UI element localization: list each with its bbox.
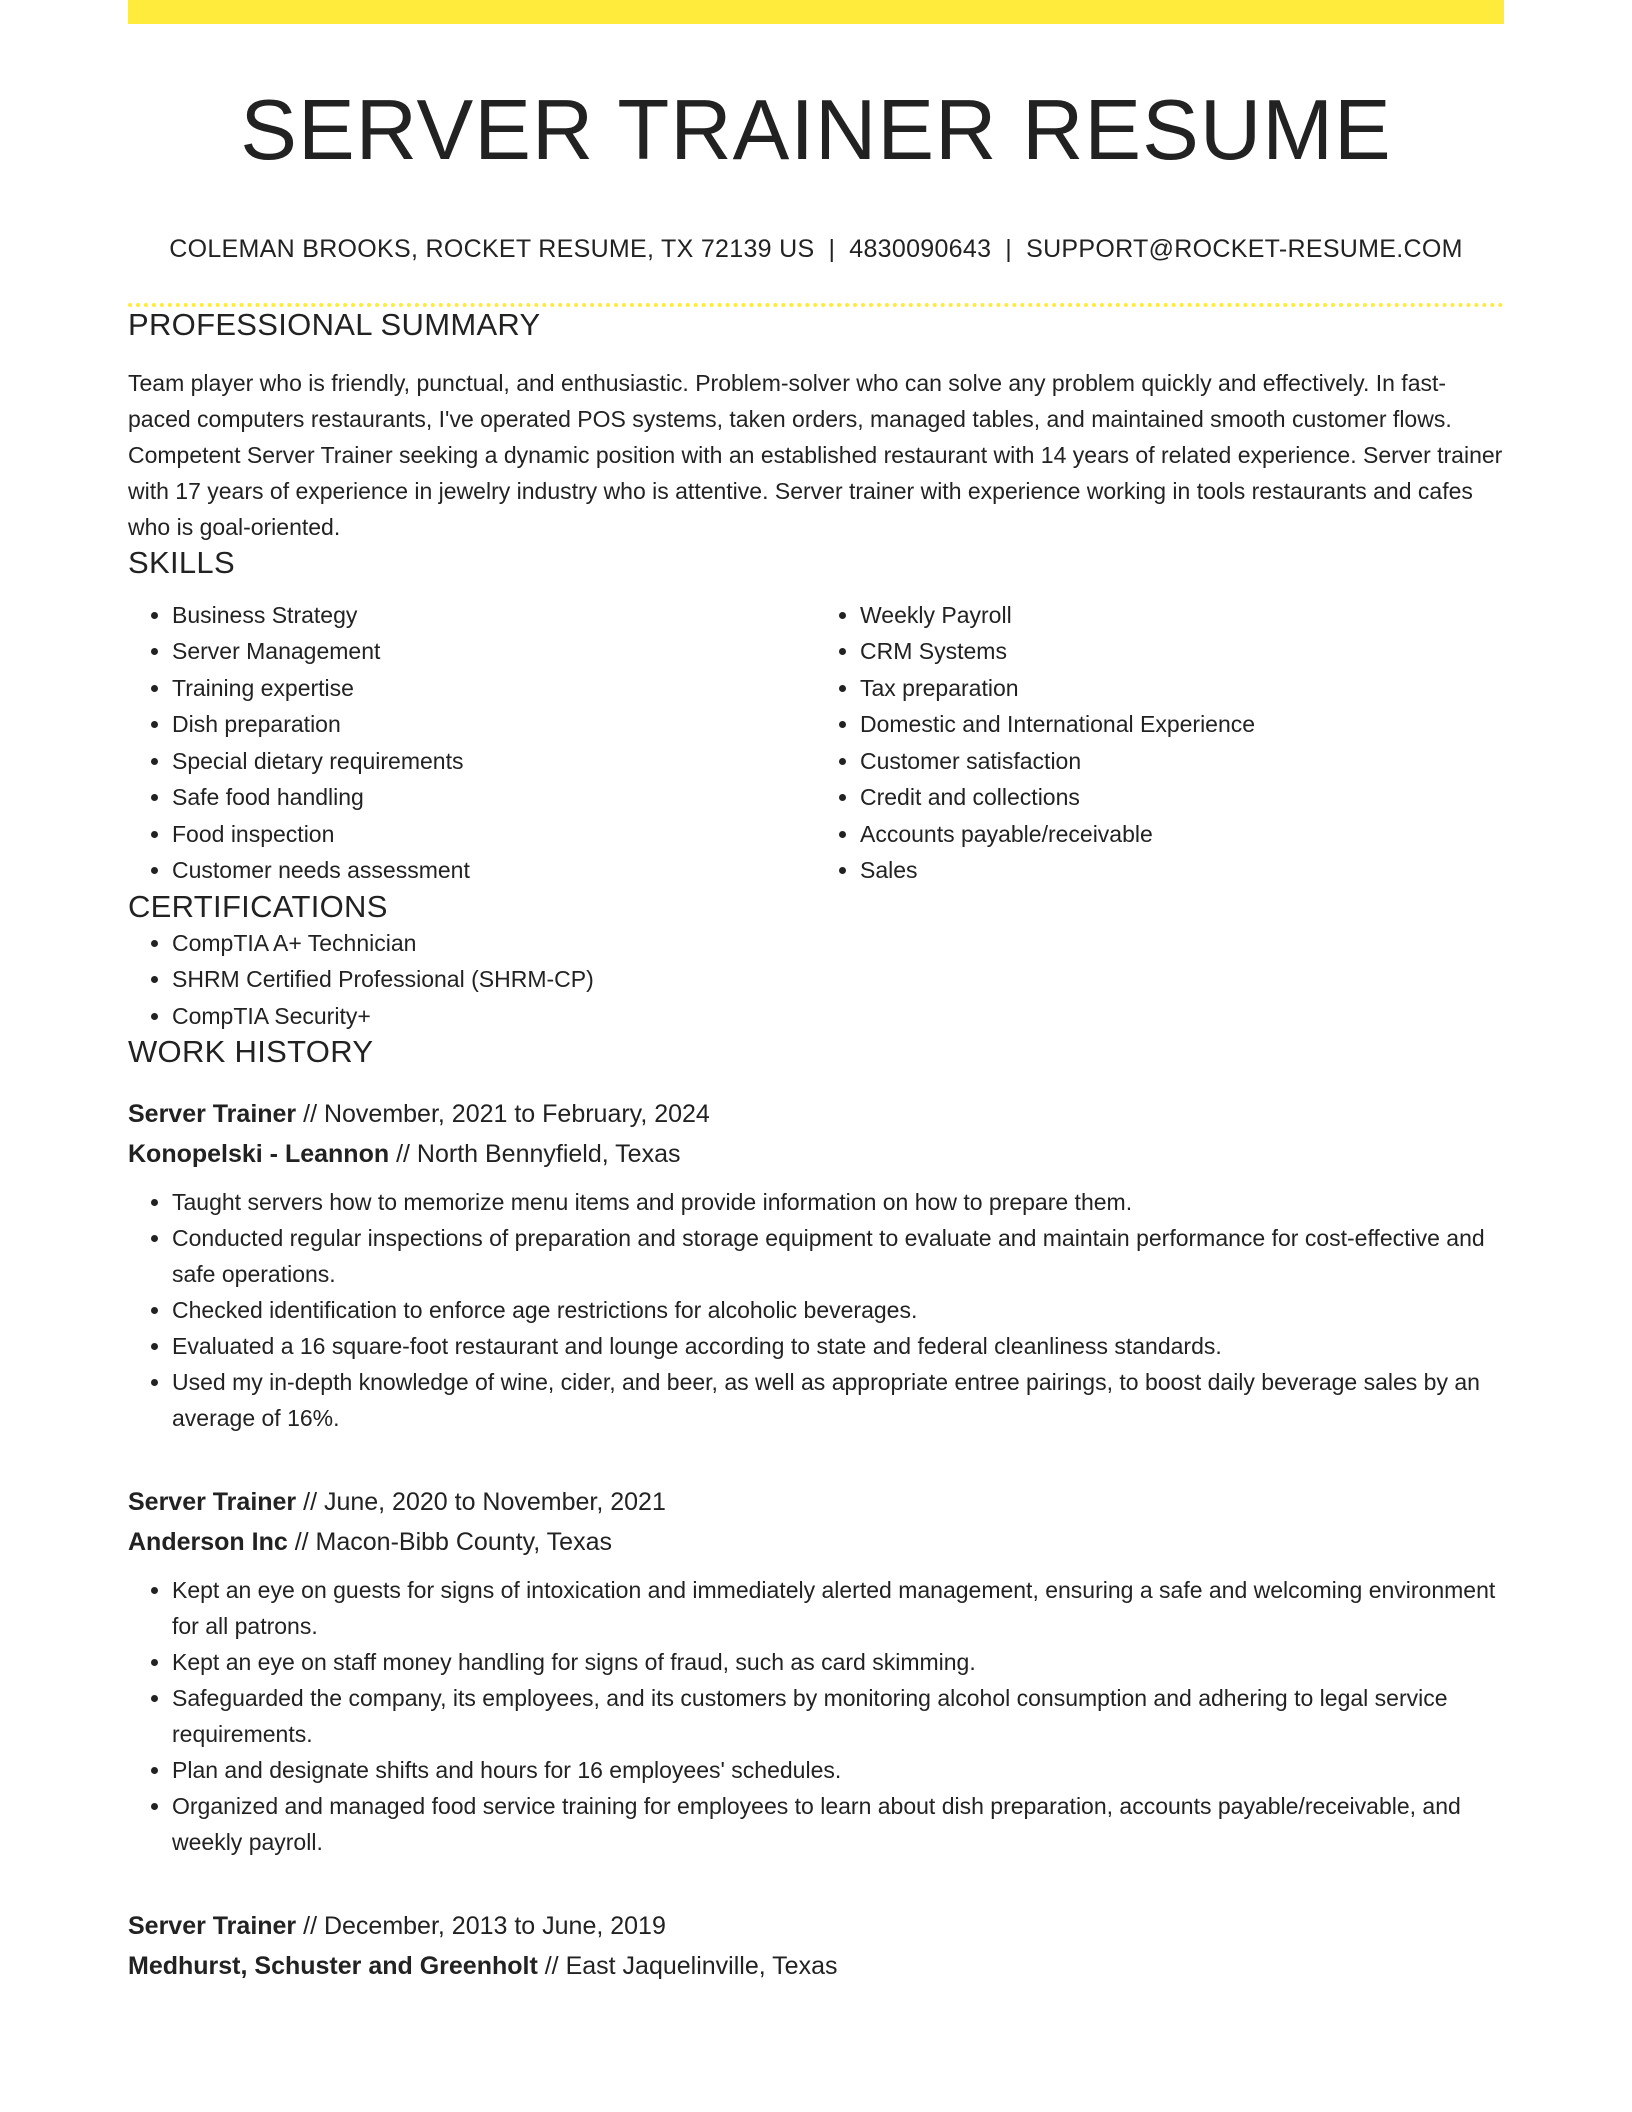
job-title-line bbox=[128, 1094, 1504, 1134]
skill-item: • Domestic and International Experience bbox=[860, 706, 1504, 743]
skill-item: • Customer satisfaction bbox=[860, 743, 1504, 780]
contact-address: COLEMAN BROOKS, ROCKET RESUME, TX 72139 US bbox=[169, 234, 815, 263]
job-bullet: • Evaluated a 16 square-foot restaurant and lounge according to state and federal cleanliness standards. bbox=[172, 1328, 1504, 1364]
job-title-line bbox=[128, 1906, 1504, 1946]
contact-email: SUPPORT@ROCKET-RESUME.COM bbox=[1026, 234, 1463, 263]
skill-item: • Special dietary requirements bbox=[172, 743, 816, 780]
job-dates: // December, 2013 to June, 2019 bbox=[296, 1912, 666, 1940]
job-bullet: • Conducted regular inspections of preparation and storage equipment to evaluate and maintain performance for cost-effective and safe operations. bbox=[172, 1220, 1504, 1292]
certifications-heading: CERTIFICATIONS bbox=[128, 888, 388, 924]
skill-item: • Sales bbox=[860, 852, 1504, 889]
certification-item: • CompTIA A+ Technician bbox=[172, 925, 1504, 962]
job-dates: // November, 2021 to February, 2024 bbox=[296, 1100, 710, 1128]
skill-item: • Safe food handling bbox=[172, 779, 816, 816]
job-bullet: • Checked identification to enforce age restrictions for alcoholic beverages. bbox=[172, 1292, 1504, 1328]
job-bullet: • Used my in-depth knowledge of wine, cider, and beer, as well as appropriate entree pairings, to boost daily beverage sales by an average of 16%. bbox=[172, 1364, 1504, 1436]
contact-line bbox=[128, 235, 1504, 264]
job-bullet: • Kept an eye on staff money handling for signs of fraud, such as card skimming. bbox=[172, 1644, 1504, 1680]
skill-item: • Training expertise bbox=[172, 670, 816, 707]
job-location: // Macon-Bibb County, Texas bbox=[287, 1528, 612, 1556]
skill-item: • Weekly Payroll bbox=[860, 597, 1504, 634]
job-entry bbox=[128, 1482, 1504, 1860]
skill-item: • CRM Systems bbox=[860, 633, 1504, 670]
job-title-line bbox=[128, 1482, 1504, 1522]
job-company-line bbox=[128, 1946, 1504, 1986]
job-company-line bbox=[128, 1134, 1504, 1174]
job-bullet: • Safeguarded the company, its employees, and its customers by monitoring alcohol consumption and adhering to legal service requirements. bbox=[172, 1680, 1504, 1752]
contact-separator: | bbox=[1005, 234, 1013, 263]
top-accent-bar bbox=[128, 0, 1504, 24]
skill-item: • Tax preparation bbox=[860, 670, 1504, 707]
job-location: // North Bennyfield, Texas bbox=[389, 1140, 681, 1168]
contact-separator: | bbox=[828, 234, 836, 263]
job-company: Medhurst, Schuster and Greenholt bbox=[128, 1952, 538, 1980]
work-history-heading: WORK HISTORY bbox=[128, 1034, 374, 1069]
skill-item: • Server Management bbox=[172, 633, 816, 670]
job-bullets bbox=[128, 1184, 1504, 1436]
skills-column-left bbox=[128, 597, 816, 889]
skill-item: • Credit and collections bbox=[860, 779, 1504, 816]
contact-phone: 4830090643 bbox=[849, 234, 992, 263]
skill-item: • Food inspection bbox=[172, 816, 816, 853]
job-bullet: • Kept an eye on guests for signs of intoxication and immediately alerted management, ensuring a safe and welcoming environment for all patrons. bbox=[172, 1572, 1504, 1644]
resume-page bbox=[128, 0, 1504, 1986]
job-bullet: • Plan and designate shifts and hours for 16 employees' schedules. bbox=[172, 1752, 1504, 1788]
skills-column-right bbox=[816, 597, 1504, 889]
job-title: Server Trainer bbox=[128, 1100, 297, 1128]
job-company: Anderson Inc bbox=[128, 1528, 288, 1556]
job-title: Server Trainer bbox=[128, 1912, 297, 1940]
certification-item: • SHRM Certified Professional (SHRM-CP) bbox=[172, 961, 1504, 998]
job-dates: // June, 2020 to November, 2021 bbox=[296, 1488, 666, 1516]
certification-item: • CompTIA Security+ bbox=[172, 998, 1504, 1035]
certifications-list bbox=[128, 925, 1504, 1035]
job-company: Konopelski - Leannon bbox=[128, 1140, 390, 1168]
job-entry bbox=[128, 1094, 1504, 1436]
job-bullet: • Taught servers how to memorize menu items and provide information on how to prepare them. bbox=[172, 1184, 1504, 1220]
job-title: Server Trainer bbox=[128, 1488, 297, 1516]
job-bullets bbox=[128, 1572, 1504, 1860]
skill-item: • Customer needs assessment bbox=[172, 852, 816, 889]
skill-item: • Accounts payable/receivable bbox=[860, 816, 1504, 853]
job-location: // East Jaquelinville, Texas bbox=[537, 1952, 838, 1980]
resume-title: SERVER TRAINER RESUME bbox=[240, 83, 1392, 178]
summary-heading: PROFESSIONAL SUMMARY bbox=[128, 306, 541, 342]
job-company-line bbox=[128, 1522, 1504, 1562]
job-entry bbox=[128, 1906, 1504, 1986]
skill-item: • Dish preparation bbox=[172, 706, 816, 743]
skill-item: • Business Strategy bbox=[172, 597, 816, 634]
skills-heading: SKILLS bbox=[128, 544, 235, 580]
summary-text: Team player who is friendly, punctual, and enthusiastic. Problem-solver who can solve any problem quickly and effectively. In fast-paced computers restaurants, I've operated POS systems, taken orders, managed tables, and maintained smooth customer flows. Competent Server Trainer seeking a dynamic position with an established restaurant with 14 years of related experience. Server trainer with 17 years of experience in jewelry industry who is attentive. Server trainer with experience working in tools restaurants and cafes who is goal-oriented. bbox=[128, 369, 1503, 540]
skills-list bbox=[128, 597, 1504, 889]
job-bullet: • Organized and managed food service training for employees to learn about dish preparation, accounts payable/receivable, and weekly payroll. bbox=[172, 1788, 1504, 1860]
